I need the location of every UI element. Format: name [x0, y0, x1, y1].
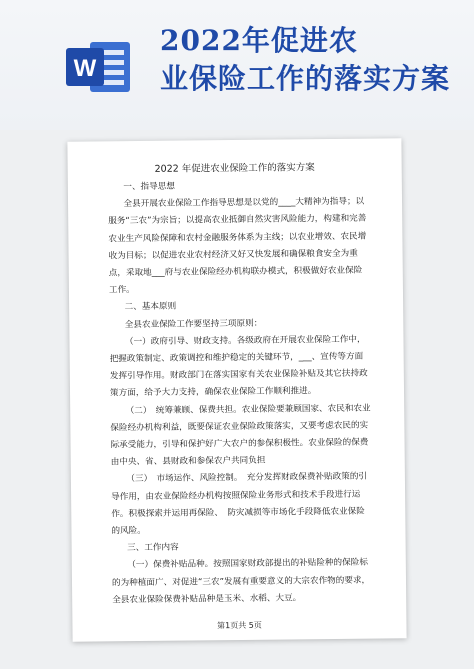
page-number: 第1页共 5页 [217, 620, 262, 631]
section-heading: 三、工作内容 [127, 542, 179, 554]
paragraph: （三） 市场运作、风险控制。 充分发挥财政保费补贴政策的引导作用，由农业保险经办机构按照保险业务形式和技术手段进行运作。积极探索并运用再保险、 防灾减损等市场化手段降低农业保险的风险。 [111, 472, 368, 537]
banner-title-line2: 业保险工作的落实方案 [160, 62, 451, 95]
paragraph: （二） 统筹兼顾、保费共担。农业保险要兼顾国家、农民和农业保险经办机构利益，既要保证农业保险政策落实，又要考虑农民的实际承受能力，引导和保护好广大农户的参保积极性。农业保险的保费由中央、省、县财政和参保农户共同负担 [110, 403, 371, 468]
word-icon [64, 38, 134, 96]
document-page [67, 138, 406, 641]
svg-text:W: W [73, 55, 97, 82]
paragraph: （一）政府引导、财政支持。各级政府在开展农业保险工作中，把握政策制定、政策调控和维护稳定的关键环节，___、宣传等方面发挥引导作用。财政部门在落实国家有关农业保险补贴及其它扶持政策方面，给予大力支持，确保农业保险工作顺利推进。 [109, 334, 368, 399]
paragraph: 全县开展农业保险工作指导思想是以党的____大精神为指导；以服务“三农”为宗旨；以提高农业抵御自然灾害风险能力，构建和完善农业生产风险保障和农村金融服务体系为主线；以农业增效、农民增收为目标；以促进农业农村经济又好又快发展和确保粮食安全为重点，采取地___府与农业保险经办机构联办模式，积极做好农业保险工作。 [108, 196, 367, 296]
paragraph: （一）保费补贴品种。按照国家财政部提出的补贴险种的保险标的为种植面广、对促进“三农”发展有重要意义的大宗农作物的要求，全县农业保险保费补贴品种是玉米、水稻、大豆。 [111, 558, 371, 606]
banner-title-line1: 2022年促进农 [160, 24, 358, 57]
header-banner [0, 0, 474, 130]
section-heading: 二、基本原则 [124, 302, 177, 313]
paragraph: 全县农业保险工作要坚持三项原则： [124, 318, 263, 330]
section-heading: 一、指导思想 [123, 181, 175, 193]
banner-title [160, 22, 470, 98]
document-title: 2022 年促进农业保险工作的落实方案 [154, 162, 315, 175]
document-body [108, 177, 374, 610]
